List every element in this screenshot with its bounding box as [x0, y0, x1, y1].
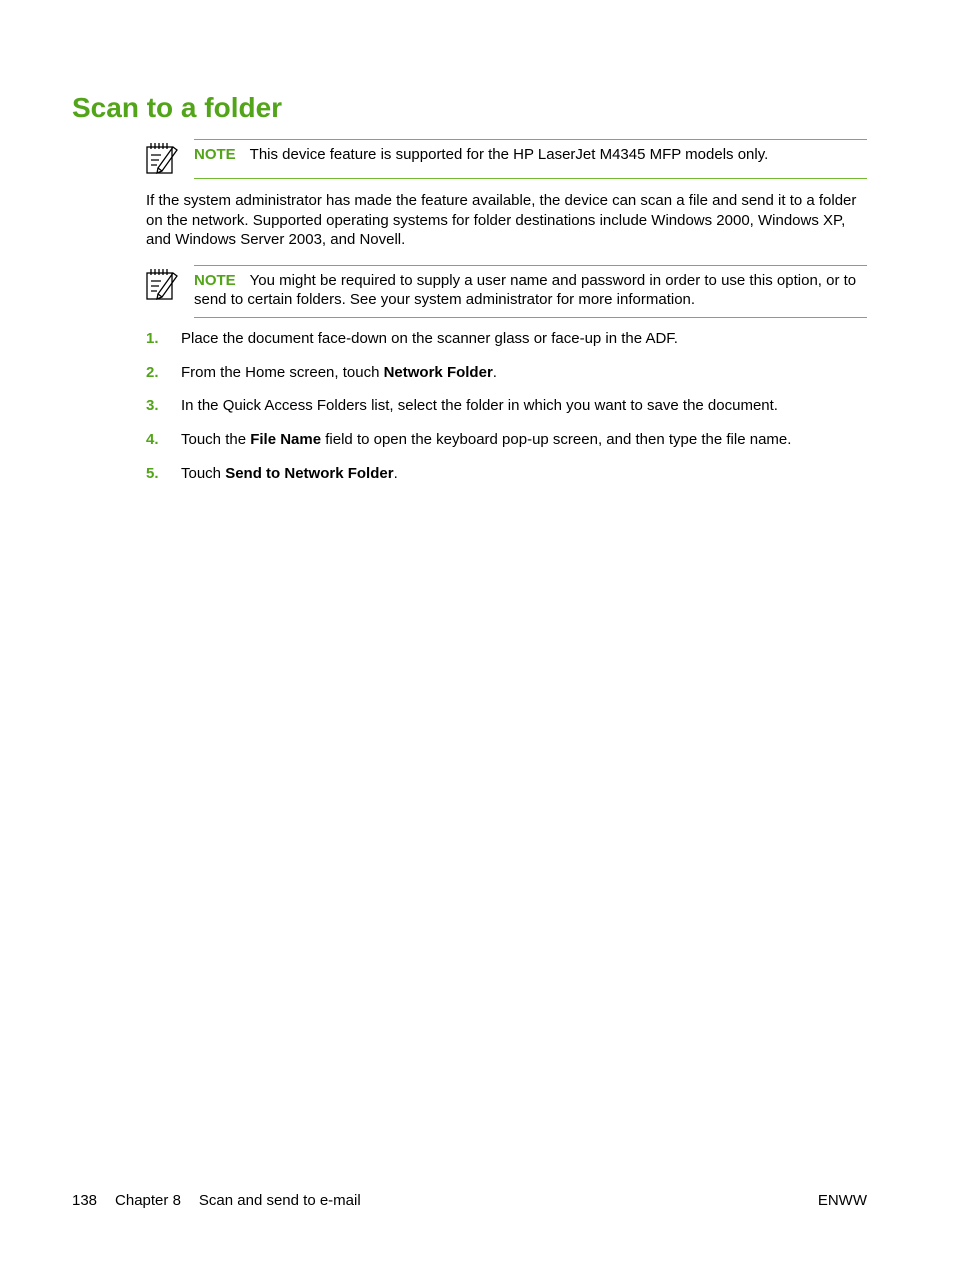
step-number: 2. [146, 363, 159, 381]
list-item [146, 396, 868, 430]
note-label: NOTE [194, 146, 236, 163]
step-number: 3. [146, 397, 159, 415]
chapter-title: Scan and send to e-mail [198, 1192, 361, 1209]
page-title: Scan to a folder [72, 92, 283, 123]
step-number: 1. [146, 330, 159, 347]
note-label: NOTE [194, 272, 236, 289]
step-text: From the Home screen, touch Network Folder. [181, 363, 497, 381]
step-number: 5. [146, 464, 159, 482]
list-item [146, 363, 868, 397]
note-text: You might be required to supply a user name and password in order to use this option, or to send to certain folders. See your system administrator for more information. [194, 272, 857, 308]
list-item [146, 329, 868, 363]
note-text: This device feature is supported for the HP LaserJet M4345 MFP models only. [249, 146, 769, 163]
steps-list [146, 329, 868, 497]
note-box [146, 265, 867, 318]
note-pad-icon [146, 267, 178, 301]
step-text: Touch Send to Network Folder. [181, 464, 398, 482]
note-box [146, 139, 867, 179]
footer-code: ENWW [817, 1192, 867, 1209]
body-paragraph: If the system administrator has made the feature available, the device can scan a file and send it to a folder on the network. Supported operating systems for folder destinations include Windows 2000, Windows XP, and Windows Server 2003, and Novell. [146, 192, 857, 248]
list-item [146, 430, 868, 464]
step-number: 4. [146, 431, 159, 449]
step-text: Touch the File Name field to open the keyboard pop-up screen, and then type the file name. [181, 431, 792, 449]
step-text: Place the document face-down on the scanner glass or face-up in the ADF. [181, 330, 678, 347]
page-number: 138 [72, 1192, 98, 1209]
page-footer [72, 1191, 867, 1211]
list-item [146, 464, 868, 498]
note-pad-icon [146, 141, 178, 175]
step-text: In the Quick Access Folders list, select the folder in which you want to save the document. [181, 397, 778, 415]
chapter-label: Chapter 8 [115, 1192, 181, 1209]
